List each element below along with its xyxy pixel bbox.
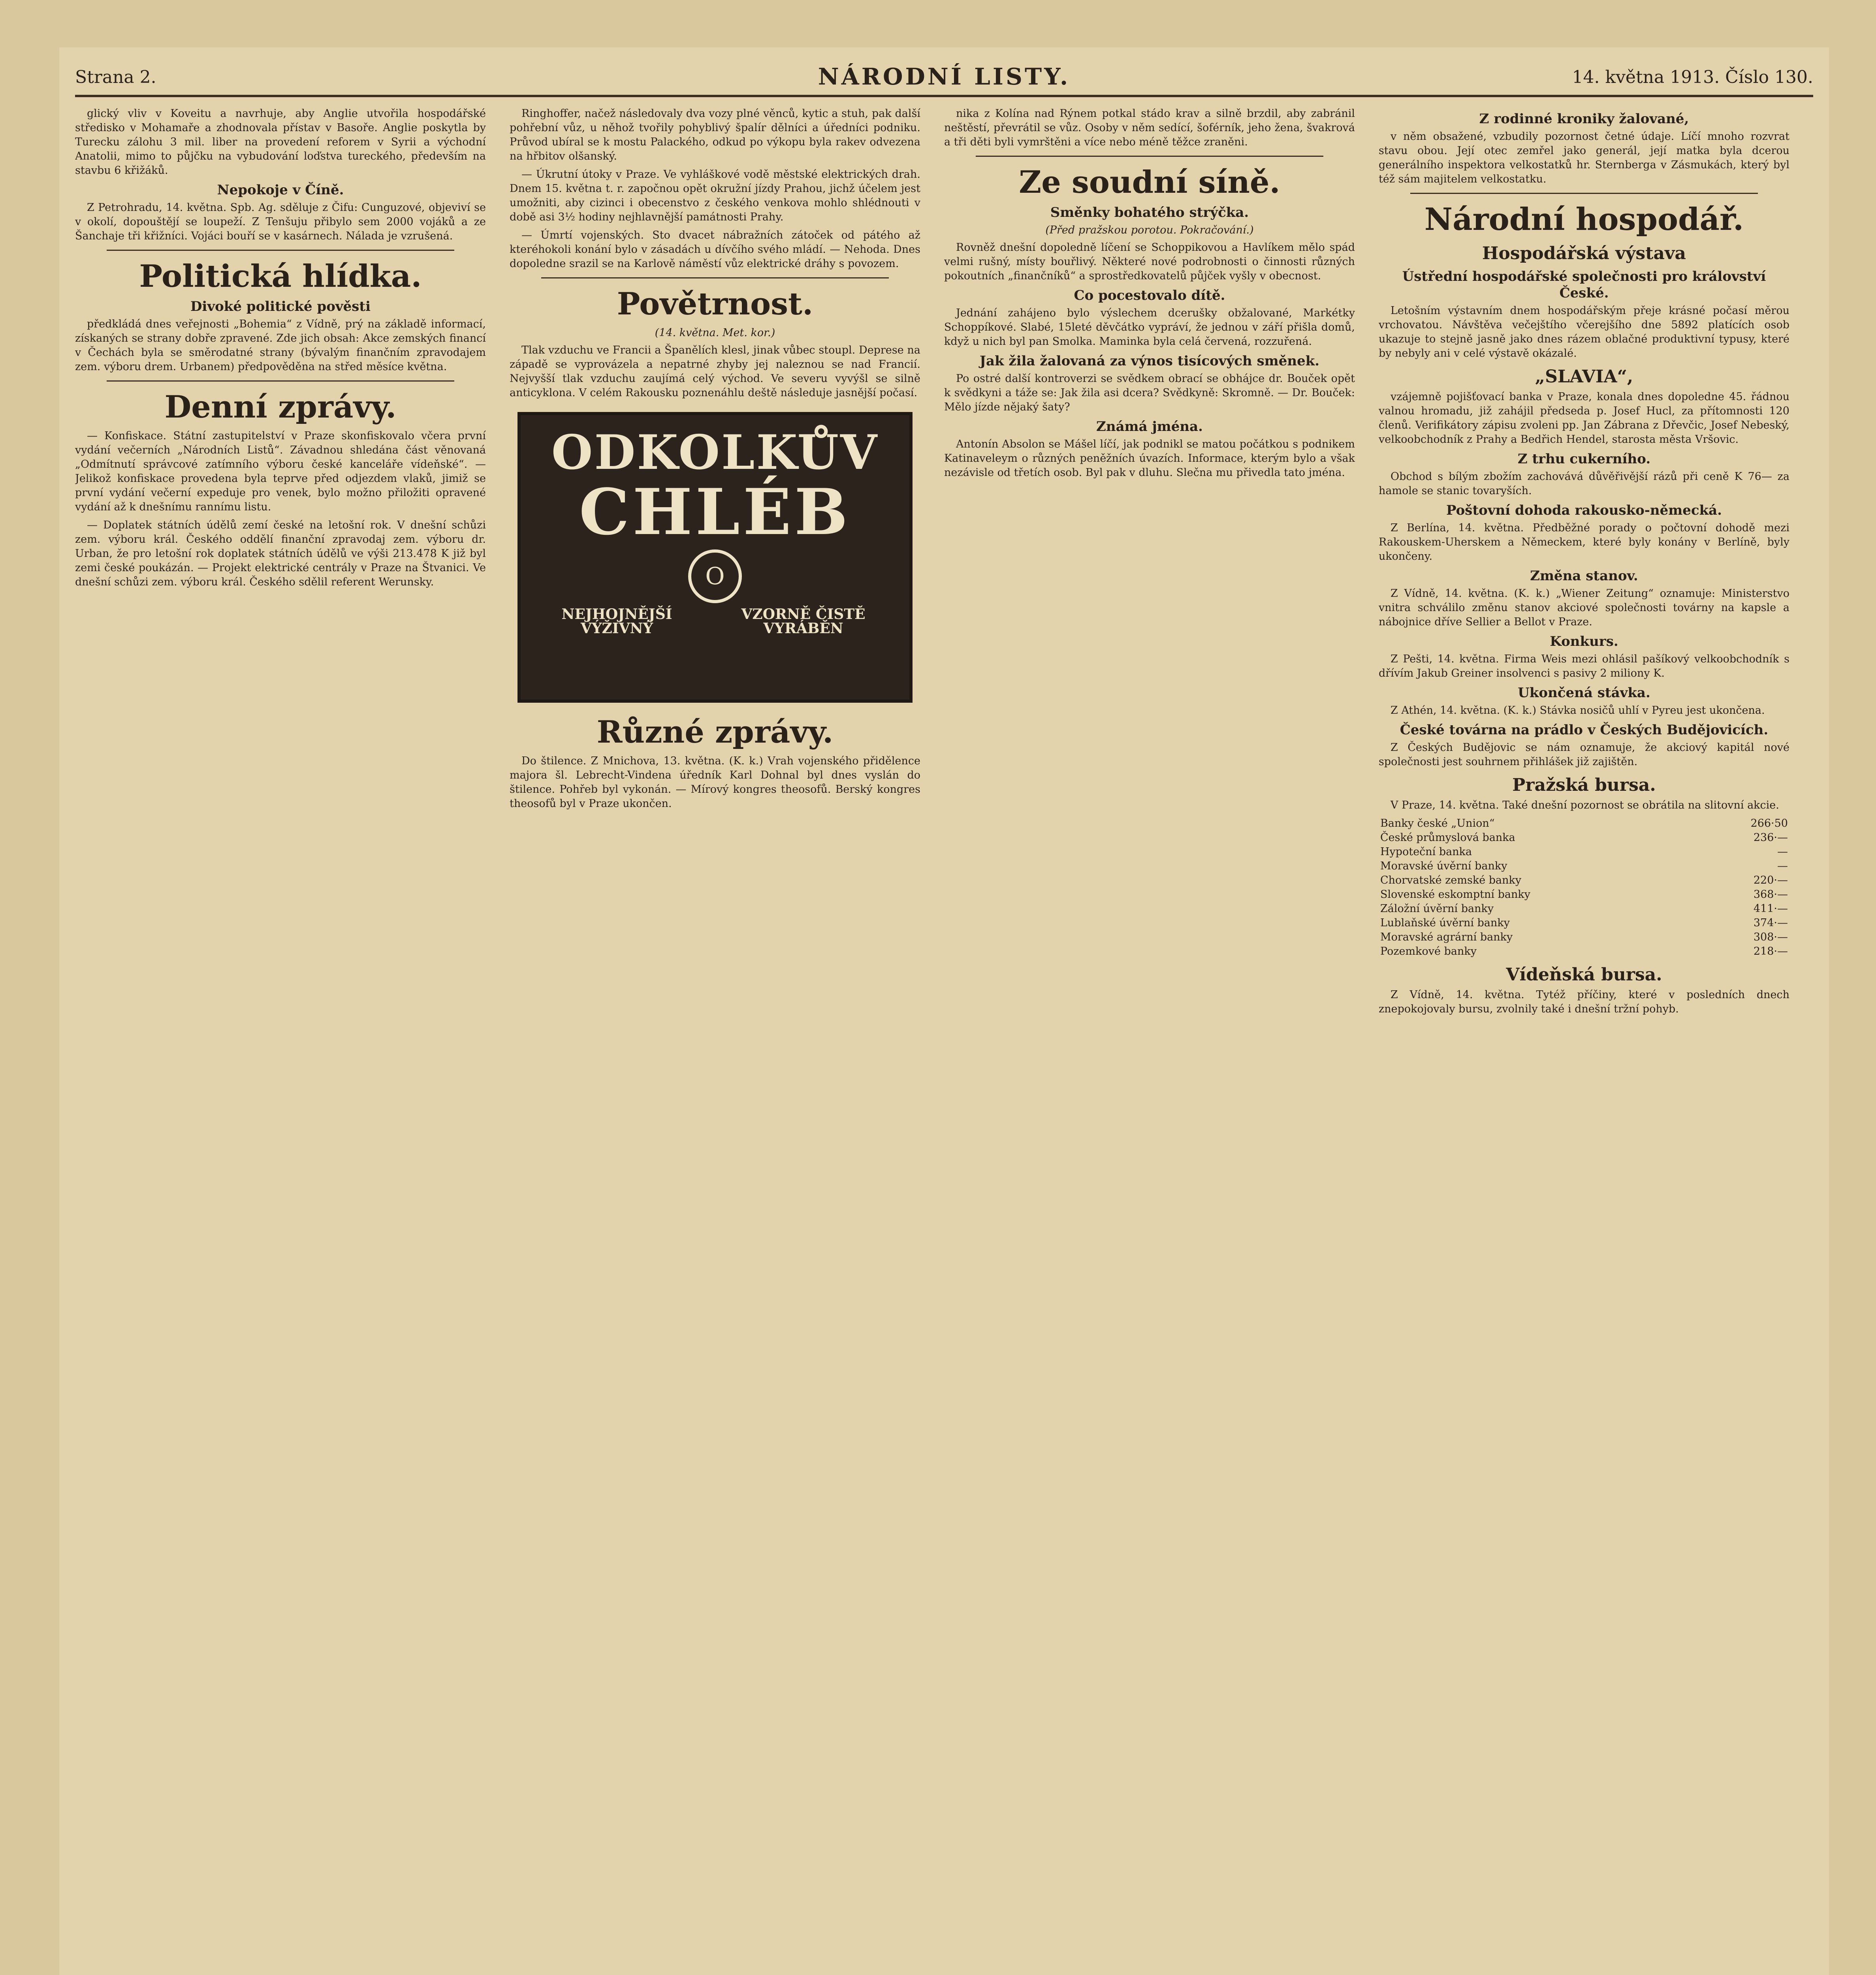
article-text: — Konfiskace. Státní zastupitelství v Praze skonfiskovalo včera první vydání večerních „Národních Listů“. Závadnou shledána část věnovaná „Odmítnutí správcové zatímního výboru české kanceláře vídeňské“. — Jelikož konfiskace provedena byla teprve před odjezdem vlaků, jimiž se první vydání večerní expeduje pro venek, bylo možno přiložiti opravené vydání až k dnešnímu rannímu listu. <box>75 430 486 513</box>
article-text: glický vliv v Koveitu a navrhuje, aby Anglie utvořila hospodářské středisko v Mohamaře a zhodnovala přístav v Basoře. Anglie poskytla by Turecku zálohu 3 mil. liber na provedení reforem v Syrii a východní Anatolii, mimo to půjčku na vybudování loďstva tureckého, především na stavbu 6 křižáků. <box>75 107 486 177</box>
bourse-item-value: 374·— <box>1753 917 1788 929</box>
article-text: Po ostré další kontroverzi se svědkem obrací se obhájce dr. Bouček opět k svědkyni a táže se: Jak žila asi dcera? Svědkyně: Skromně. — Dr. Bouček: Mělo jízde nějaký šaty? <box>944 372 1355 413</box>
article-text: Tlak vzduchu ve Francii a Španělích klesl, jinak vůbec stoupl. Deprese na západě se vyprovázela a nepatrné zhyby jej naleznou se nad Francií. Nejvyšší tlak vzduchu zaujímá celý východ. Ve severu vyvýšl se silně anticyklona. V celém Rakousku poznenáhlu deště následuje jasnější počasí. <box>510 344 920 399</box>
section-title: Denní zprávy. <box>164 389 397 425</box>
bourse-item-value: 218·— <box>1753 945 1788 957</box>
section-title: Ze soudní síně. <box>1019 164 1280 200</box>
bourse-item-value: 266·50 <box>1750 817 1788 830</box>
masthead: NÁRODNÍ LISTY. <box>818 63 1071 90</box>
column-2 <box>510 107 920 1975</box>
article-subtitle: Ústřední hospodářské společnosti pro království České. <box>1402 269 1766 301</box>
article-text: — Úmrtí vojenských. Sto dvacet nábražních zátoček od pátého až kteréhokoli konání bylo v zásadách u dívčího svého mládí. — Nehoda. Dnes dopoledne srazil se na Karlově náměstí vůz elektrické dráhy s povozem. <box>510 229 920 270</box>
article-text: Z Vídně, 14. května. Tytéž příčiny, které v posledních dnech znepokojovaly bursu, zvolnily také i dnešní tržní pohyb. <box>1379 989 1789 1015</box>
column-3 <box>944 107 1355 1975</box>
table-row <box>1379 859 1789 873</box>
table-row <box>1379 816 1789 831</box>
bourse-item-name: Chorvatské zemské banky <box>1380 874 1522 886</box>
article-text: Z Vídně, 14. května. (K. k.) „Wiener Zeitung“ oznamuje: Ministerstvo vnitra schválilo změnu stanov akciové společnosti továrny na kapsle a nábojnice dříve Sellier a Bellot v Praze. <box>1379 587 1789 628</box>
ad-slogan-right: VZORNĚ ČISTĚ VYRÁBĚN <box>741 606 866 637</box>
article-text: Antonín Absolon se Mášel líčí, jak podnikl se matou počátkou s podnikem Katinaveleym o různých peněžních úvazích. Informace, kterým bylo a však nezávisle od třetích osob. Byl pak v dluhu. Slečna mu přivedla tato jména. <box>944 438 1355 479</box>
section-title: Politická hlídka. <box>139 258 422 294</box>
table-row <box>1379 831 1789 845</box>
article-text: Letošním výstavním dnem hospodářským přeje krásné počasí měrou vrchovatou. Návštěva večejštího včerejšího dne 5892 platících osob ukazuje to stejně jasně jako dnes rázem oblačné produktivní typusy, které by nebyly ani v celé výstavě okázalé. <box>1379 305 1789 359</box>
bourse-item-value: 368·— <box>1753 888 1788 901</box>
article-title: Hospodářská výstava <box>1482 243 1686 263</box>
table-row <box>1379 845 1789 859</box>
bourse-item-value: — <box>1777 860 1788 872</box>
section-title: Národní hospodář. <box>1424 201 1744 237</box>
ad-brand-line: ODKOLKŮV <box>551 425 879 480</box>
article-title: Jak žila žalovaná za výnos tisícových směnek. <box>979 353 1320 369</box>
article-title: Nepokoje v Číně. <box>217 182 344 198</box>
article-title: Směnky bohatého strýčka. <box>1050 205 1249 220</box>
bourse-item-name: Banky české „Union“ <box>1380 817 1495 830</box>
bourse-item-name: Moravské úvěrní banky <box>1380 860 1507 872</box>
article-text: — Úkrutní útoky v Praze. Ve vyhláškové vodě městské elektrických drah. Dnem 15. května t. r. započnou opět okružní jízdy Prahou, jichž účelem jest umožniti, aby cizinci i obecenstvo z českého venkova mohlo shlédnouti v době asi 3½ hodiny nejhlavnější památnosti Prahy. <box>510 168 920 223</box>
article-text: Do štilence. Z Mnichova, 13. května. (K. k.) Vrah vojenského přidělence majora šl. Lebrecht-Vindena úředník Karl Dohnal byl dnes vyslán do štilence. Pohřeb byl vykonán. — Mírový kongres theosofů. Berský kongres theosofů byl v Praze ukončen. <box>510 755 920 810</box>
section-title: Různé zprávy. <box>596 714 834 750</box>
page-header <box>75 63 1813 97</box>
section-subtitle: (14. května. Met. kor.) <box>655 327 775 339</box>
bourse-item-name: Slovenské eskomptní banky <box>1380 888 1530 901</box>
article-title: Vídeňská bursa. <box>1506 965 1662 985</box>
bourse-item-value: — <box>1777 846 1788 858</box>
divider <box>1410 193 1758 194</box>
table-row <box>1379 888 1789 902</box>
article-text: nika z Kolína nad Rýnem potkal stádo krav a silně brzdil, aby zabránil neštěstí, převrátil se vůz. Osoby v něm sedící, šoférník, jeho žena, švakrová a tři děti byli vymrštěni a více nebo méně těžce zraněni. <box>944 107 1355 148</box>
article-text: V Praze, 14. května. Také dnešní pozornost se obrátila na slitovní akcie. <box>1391 799 1779 811</box>
article-text: Ringhoffer, načež následovaly dva vozy plné věnců, kytic a stuh, pak další pohřební vůz, u něhož tvořily pohyblivý špalír dělníci a úředníci podniku. Průvod ubíral se k mostu Palackého, odkud po výkopu byla rakev odvezena na hřbitov olšanský. <box>510 107 920 162</box>
table-row <box>1379 902 1789 916</box>
article-title: Změna stanov. <box>1530 568 1638 584</box>
table-row <box>1379 916 1789 930</box>
article-text: Z Pešti, 14. května. Firma Weis mezi ohlásil pašíkový velkoobchodník s dřívím Jakub Greiner insolvenci s pasivy 2 miliony K. <box>1379 653 1789 679</box>
article-title: Známá jména. <box>1096 419 1203 434</box>
issue-date: 14. května 1913. Číslo 130. <box>1572 67 1813 87</box>
article-title: Co pocestovalo dítě. <box>1074 288 1225 303</box>
page-number: Strana 2. <box>75 67 156 87</box>
bourse-table <box>1379 816 1789 959</box>
article-title: České továrna na prádlo v Českých Budějovicích. <box>1400 722 1769 738</box>
article-text: vzájemně pojišťovací banka v Praze, konala dnes dopoledne 45. řádnou valnou hromadu, již zahájil předseda p. Josef Hucl, za přítomnosti 120 členů. Verifikátory zápisu zvoleni pp. Jan Zábrana z Dřevčic, Josef Nebeský, velkoobchodník z Prahy a Bedřich Hendel, starosta města Vršovic. <box>1379 391 1789 446</box>
ad-slogan-left: NEJHOJNĚJŠÍ VÝŽIVNÝ <box>561 606 672 637</box>
section-title: Povětrnost. <box>617 286 813 322</box>
article-title: Konkurs. <box>1550 634 1618 649</box>
bourse-item-name: České průmyslová banka <box>1380 831 1515 844</box>
table-row <box>1379 930 1789 944</box>
article-text: Z Českých Budějovic se nám oznamuje, že akciový kapitál nové společnosti jest souhrnem přihlášek již zajištěn. <box>1379 741 1789 768</box>
article-text: Z Berlína, 14. května. Předběžné porady o počtovní dohodě mezi Rakouskem-Uherskem a Německem, které byly konány v Berlíně, byly ukončeny. <box>1379 522 1789 562</box>
bourse-item-name: Záložní úvěrní banky <box>1380 903 1494 915</box>
table-row <box>1379 873 1789 888</box>
bourse-item-value: 308·— <box>1753 931 1788 943</box>
advertisement <box>517 412 913 703</box>
column-4 <box>1379 107 1789 1975</box>
bourse-item-name: Hypoteční banka <box>1380 846 1472 858</box>
bourse-item-name: Pozemkové banky <box>1380 945 1477 957</box>
article-title: „SLAVIA“, <box>1535 367 1633 387</box>
table-row <box>1379 944 1789 959</box>
bourse-item-value: 236·— <box>1753 831 1788 844</box>
divider <box>541 277 889 278</box>
divider <box>107 380 454 382</box>
article-text: v něm obsažené, vzbudily pozornost četné údaje. Líčí mnoho rozvrat stavu obou. Její otec zemřel jako generál, její matka byla dcerou generálního inspektora velkostatků hr. Sternberga v Zásmukách, který byl též sám majitelem velkostatku. <box>1379 130 1789 185</box>
bourse-item-name: Moravské agrární banky <box>1380 931 1513 943</box>
article-title: Z trhu cukerního. <box>1517 451 1651 467</box>
column-1 <box>75 107 486 1975</box>
ad-product-line: CHLÉB <box>579 475 851 549</box>
article-text: předkládá dnes veřejnosti „Bohemia“ z Vídně, prý na základě informací, získaných se strany dobře zpravené. Zde jich obsah: Akce zemských financí v Čechách byla se směrodatné strany (bývalým finančním zpravodajem zem. výboru drem. Urbanem) předpověděna na střed měsíce května. <box>75 318 486 373</box>
article-title: Pražská bursa. <box>1512 775 1656 795</box>
divider <box>976 156 1323 157</box>
article-title: Ukončená stávka. <box>1518 685 1650 701</box>
article-title: Divoké politické pověsti <box>190 299 371 314</box>
article-title: Poštovní dohoda rakousko-německá. <box>1446 502 1722 518</box>
divider <box>107 250 454 251</box>
article-text: — Doplatek státních údělů zemí české na letošní rok. V dnešní schůzi zem. výboru král. Českého oddělí finanční zpravodaj zem. výboru dr. Urban, že pro letošní rok doplatek státních údělů ve výši 213.478 K již byl zemi české poukázán. — Projekt elektrické centrály v Praze na Štvanici. Ve dnešní schůzi zem. výboru král. Českého sdělil referent Werunsky. <box>75 519 486 588</box>
bourse-item-value: 220·— <box>1753 874 1788 886</box>
article-text: Obchod s bílým zbožím zachovává důvěřivější rázů při ceně K 76— za hamole se stanic tovaryších. <box>1379 470 1789 497</box>
bourse-item-name: Lublaňské úvěrní banky <box>1380 917 1510 929</box>
newspaper-page <box>59 47 1829 1975</box>
bourse-item-value: 411·— <box>1753 903 1788 915</box>
article-subtitle: (Před pražskou porotou. Pokračování.) <box>1045 224 1254 236</box>
article-text: Rovněž dnešní dopoledně líčení se Schoppikovou a Havlíkem mělo spád velmi rušný, místy bouřlivý. Některé nové podrobnosti o činnosti různých pokoutních „finančníků“ a sprostředkovatelů půjček vyšly v obecnost. <box>944 241 1355 282</box>
article-text: Jednání zahájeno bylo výslechem dcerušky obžalované, Markétky Schoppíkové. Slabé, 15leté děvčátko vypráví, že jednou v září přišla domů, když u nich byl pan Smolka. Maminka byla celá červená, rozzuřená. <box>944 307 1355 348</box>
article-text: Z Petrohradu, 14. května. Spb. Ag. sděluje z Čifu: Cunguzové, objeviví se v okolí, dopouštějí se loupeží. Z Tenšuju přibylo sem 2000 vojáků a ze Šanchaje tři křižníci. Vojáci bouří se v kasárnech. Nálada je vzrušená. <box>75 201 486 242</box>
article-text: Z Athén, 14. května. (K. k.) Stávka nosičů uhlí v Pyreu jest ukončena. <box>1391 704 1765 717</box>
ad-logo-icon: O <box>688 549 742 603</box>
article-title: Z rodinné kroniky žalované, <box>1479 111 1689 127</box>
